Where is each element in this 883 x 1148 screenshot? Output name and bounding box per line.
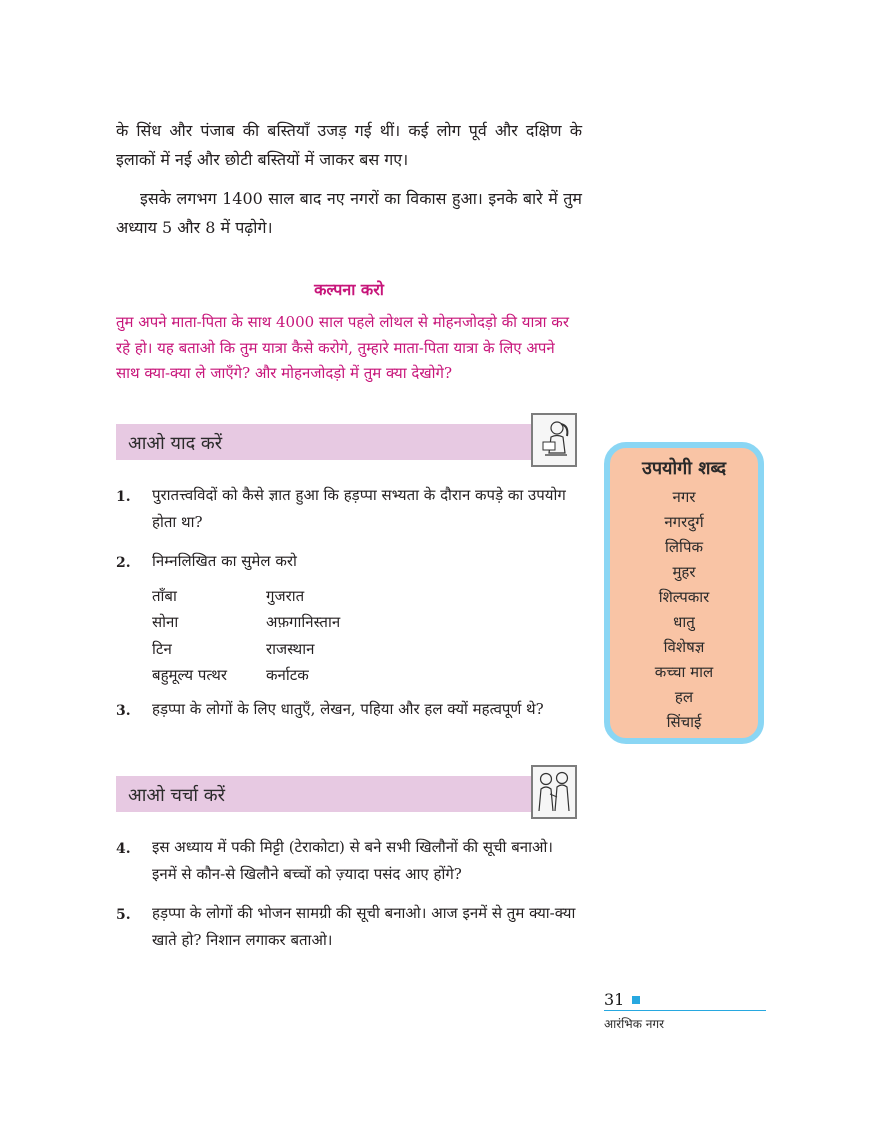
useful-word: शिल्पकार bbox=[658, 588, 710, 606]
match-left-4: बहुमूल्य पत्थर bbox=[152, 666, 227, 684]
match-right-2: अफ़गानिस्तान bbox=[266, 613, 341, 631]
question-2-number: 2. bbox=[116, 555, 131, 571]
discuss-title: आओ चर्चा करें bbox=[128, 785, 225, 806]
question-1-number: 1. bbox=[116, 489, 131, 505]
useful-word: विशेषज्ञ bbox=[663, 638, 705, 656]
question-5-number: 5. bbox=[116, 907, 131, 923]
question-5-text: हड़प्पा के लोगों की भोजन सामग्री की सूची बनाओ। आज इनमें से तुम क्या-क्या खाते हो? निशान लगाकर बताओ। bbox=[152, 904, 576, 949]
useful-word: कच्चा माल bbox=[654, 663, 714, 681]
question-4-text: इस अध्याय में पकी मिट्टी (टेराकोटा) से बने सभी खिलौनों की सूची बनाओ। इनमें से कौन-से खिलौने बच्चों को ज़्यादा पसंद आए होंगे? bbox=[152, 838, 553, 883]
useful-word: धातु bbox=[673, 613, 695, 631]
match-right-1: गुजरात bbox=[266, 587, 305, 605]
discussing-people-illustration bbox=[531, 765, 577, 819]
useful-word: नगरदुर्ग bbox=[664, 513, 704, 531]
imagine-heading: कल्पना करो bbox=[314, 280, 384, 299]
useful-word: सिंचाई bbox=[666, 713, 702, 731]
useful-word: मुहर bbox=[672, 563, 696, 581]
paragraph-1: के सिंध और पंजाब की बस्तियाँ उजड़ गई थीं। कई लोग पूर्व और दक्षिण के इलाकों में नई और छोटी बस्तियों में जाकर बस गए। bbox=[116, 121, 582, 169]
question-2-text: निम्नलिखित का सुमेल करो bbox=[152, 552, 297, 570]
footer-rule bbox=[604, 1010, 766, 1011]
match-left-3: टिन bbox=[152, 640, 172, 658]
match-left-2: सोना bbox=[152, 613, 179, 631]
question-3-text: हड़प्पा के लोगों के लिए धातुएँ, लेखन, पहिया और हल क्यों महत्वपूर्ण थे? bbox=[152, 700, 544, 718]
page-number: 31 bbox=[604, 990, 625, 1009]
recall-title: आओ याद करें bbox=[128, 433, 223, 454]
page-marker-square bbox=[632, 996, 640, 1004]
useful-words-title: उपयोगी शब्द bbox=[641, 458, 727, 479]
paragraph-2: इसके लगभग 1400 साल बाद नए नगरों का विकास हुआ। इनके बारे में तुम अध्याय 5 और 8 में पढ़ोगे। bbox=[116, 189, 582, 237]
match-left-1: ताँबा bbox=[152, 587, 177, 605]
useful-word: नगर bbox=[672, 488, 696, 506]
imagine-text: तुम अपने माता-पिता के साथ 4000 साल पहले लोथल से मोहनजोदड़ो की यात्रा कर रहे हो। यह बताओ कि तुम यात्रा कैसे करोगे, तुम्हारे माता-पिता यात्रा के लिए अपने साथ क्या-क्या ले जाएँगे? और मोहनजोदड़ो में तुम क्या देखोगे? bbox=[116, 313, 569, 382]
question-1-text: पुरातत्त्वविदों को कैसे ज्ञात हुआ कि हड़प्पा सभ्यता के दौरान कपड़े का उपयोग होता था? bbox=[152, 486, 566, 531]
match-right-3: राजस्थान bbox=[266, 640, 315, 658]
match-right-4: कर्नाटक bbox=[266, 666, 309, 684]
useful-word: हल bbox=[674, 688, 694, 706]
question-3-number: 3. bbox=[116, 703, 131, 719]
reading-girl-illustration bbox=[531, 413, 577, 467]
question-4-number: 4. bbox=[116, 841, 131, 857]
chapter-name: आरंभिक नगर bbox=[604, 1017, 665, 1031]
useful-word: लिपिक bbox=[665, 538, 703, 556]
